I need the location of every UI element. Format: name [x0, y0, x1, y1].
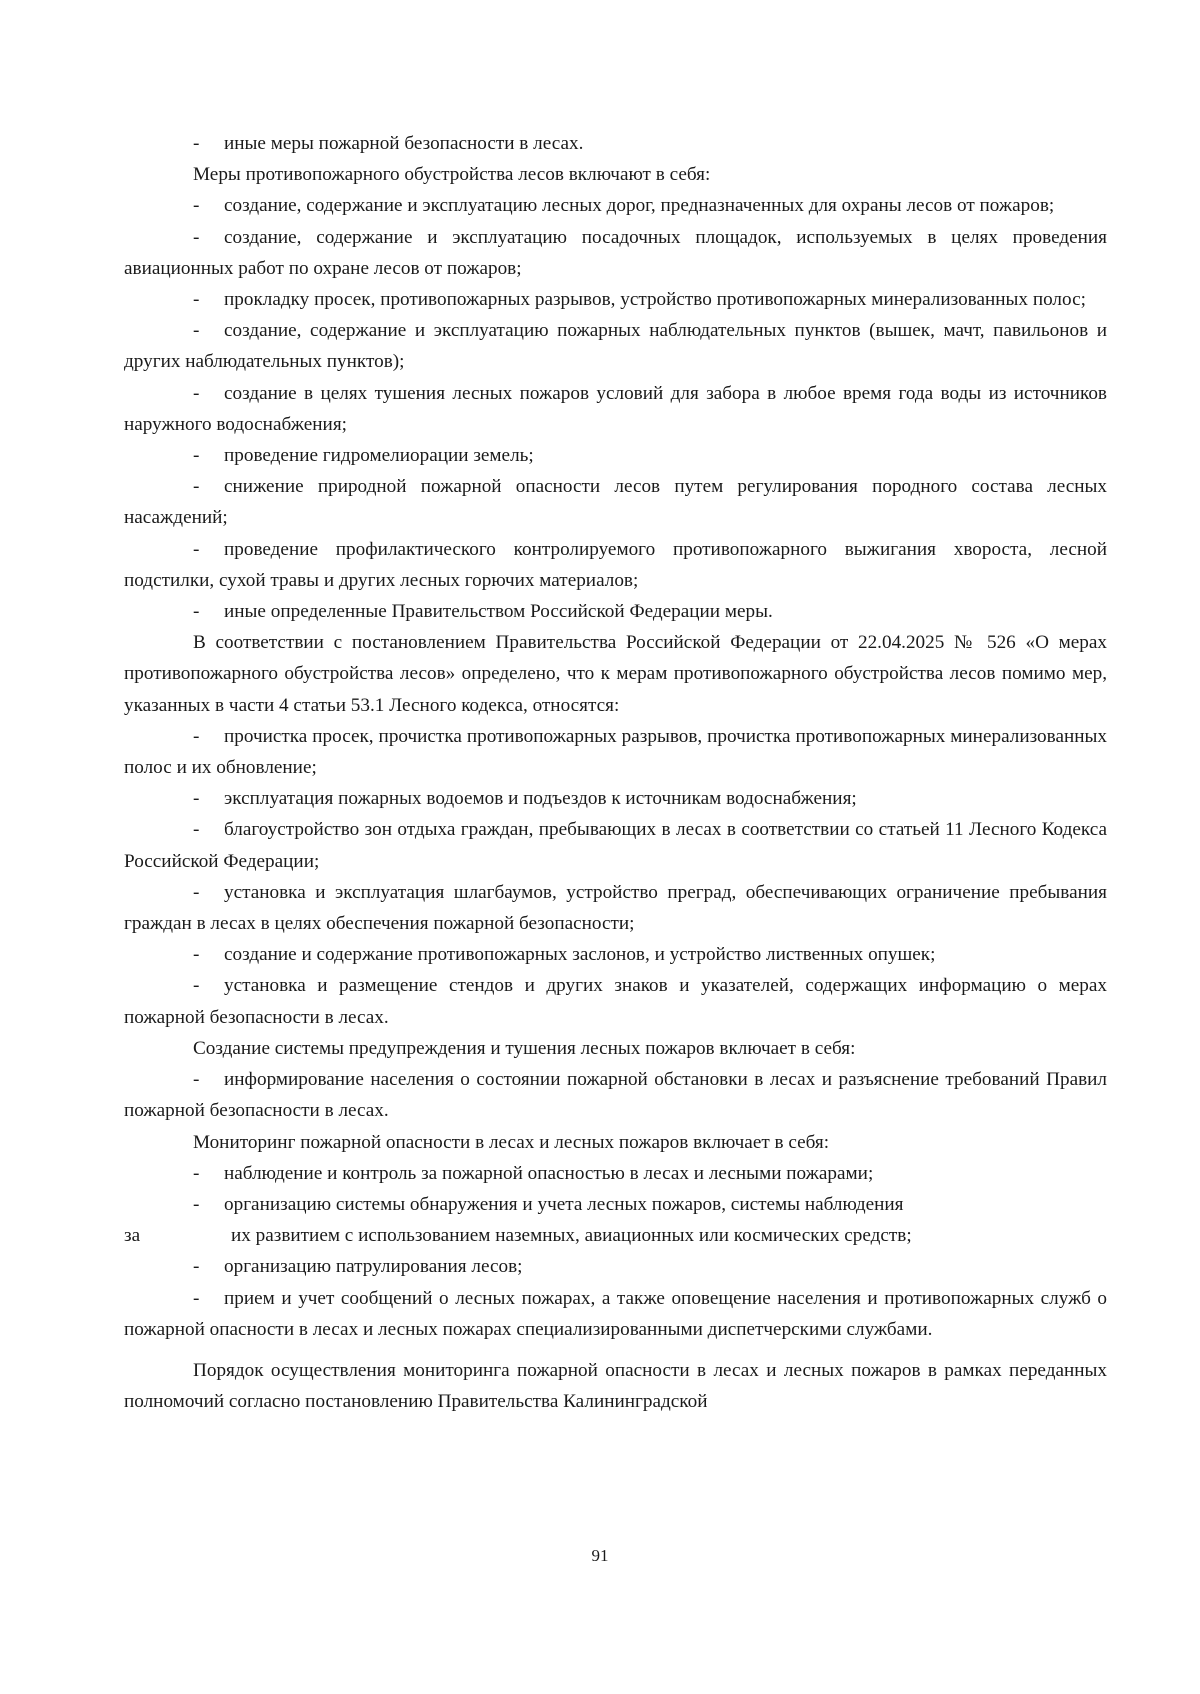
continuation-text: их развитием с использованием наземных, авиационных или космических средств;: [231, 1225, 912, 1247]
paragraph: В соответствии с постановлением Правительства Российской Федерации от 22.04.2025 № 526 «О мерах противопожарного обустройства лесов» определено, что к мерам противопожарного обустройства лесов помимо мер, указанных в части 4 статьи 53.1 Лесного кодекса, относятся:: [124, 632, 1107, 716]
paragraph-bullet: - создание и содержание противопожарных заслонов, и устройство лиственных опушек;: [124, 939, 1107, 970]
paragraph-bullet: - создание, содержание и эксплуатацию пожарных наблюдательных пунктов (вышек, мачт, павильонов и других наблюдательных пунктов);: [124, 315, 1107, 377]
paragraph-gap: [124, 1345, 1107, 1355]
paragraph-continuation: [124, 1220, 1107, 1251]
paragraph: Мониторинг пожарной опасности в лесах и лесных пожаров включает в себя:: [193, 1131, 830, 1153]
paragraph-bullet: - создание в целях тушения лесных пожаров условий для забора в любое время года воды из источников наружного водоснабжения;: [124, 378, 1107, 440]
paragraph: Создание системы предупреждения и тушения лесных пожаров включает в себя:: [193, 1037, 856, 1059]
paragraph: Меры противопожарного обустройства лесов включают в себя:: [193, 164, 711, 186]
paragraph-bullet: - иные определенные Правительством Российской Федерации меры.: [124, 596, 1107, 627]
paragraph-bullet: - иные меры пожарной безопасности в лесах.: [124, 128, 1107, 159]
paragraph-bullet: - проведение гидромелиорации земель;: [124, 440, 1107, 471]
paragraph-bullet: - создание, содержание и эксплуатацию посадочных площадок, используемых в целях проведения авиационных работ по охране лесов от пожаров;: [124, 222, 1107, 284]
paragraph-bullet: - создание, содержание и эксплуатацию лесных дорог, предназначенных для охраны лесов от пожаров;: [124, 190, 1107, 221]
paragraph-bullet: - прием и учет сообщений о лесных пожарах, а также оповещение населения и противопожарных служб о пожарной опасности в лесах и лесных пожарах специализированными диспетчерскими службами.: [124, 1283, 1107, 1345]
continuation-word: за: [124, 1225, 141, 1247]
paragraph-bullet: - проведение профилактического контролируемого противопожарного выжигания хвороста, лесной подстилки, сухой травы и других лесных горючих материалов;: [124, 534, 1107, 596]
paragraph-bullet: - установка и эксплуатация шлагбаумов, устройство преград, обеспечивающих ограничение пребывания граждан в лесах в целях обеспечения пожарной безопасности;: [124, 877, 1107, 939]
paragraph-bullet: - организацию системы обнаружения и учета лесных пожаров, системы наблюдения: [124, 1189, 1107, 1220]
paragraph-bullet: - наблюдение и контроль за пожарной опасностью в лесах и лесными пожарами;: [124, 1158, 1107, 1189]
document-body: [124, 128, 1107, 1417]
paragraph-bullet: - благоустройство зон отдыха граждан, пребывающих в лесах в соответствии со статьей 11 Лесного Кодекса Российской Федерации;: [124, 814, 1107, 876]
page-number: 91: [591, 1546, 609, 1565]
paragraph: Порядок осуществления мониторинга пожарной опасности в лесах и лесных пожаров в рамках переданных полномочий согласно постановлению Правительства Калининградской: [124, 1359, 1107, 1413]
paragraph-bullet: - эксплуатация пожарных водоемов и подъездов к источникам водоснабжения;: [124, 783, 1107, 814]
paragraph-bullet: - снижение природной пожарной опасности лесов путем регулирования породного состава лесных насаждений;: [124, 471, 1107, 533]
paragraph-bullet: - организацию патрулирования лесов;: [124, 1251, 1107, 1282]
paragraph-bullet: - установка и размещение стендов и других знаков и указателей, содержащих информацию о мерах пожарной безопасности в лесах.: [124, 970, 1107, 1032]
paragraph-bullet: - прочистка просек, прочистка противопожарных разрывов, прочистка противопожарных минерализованных полос и их обновление;: [124, 721, 1107, 783]
paragraph-bullet: - прокладку просек, противопожарных разрывов, устройство противопожарных минерализованных полос;: [124, 284, 1107, 315]
paragraph-bullet: - информирование населения о состоянии пожарной обстановки в лесах и разъяснение требований Правил пожарной безопасности в лесах.: [124, 1064, 1107, 1126]
